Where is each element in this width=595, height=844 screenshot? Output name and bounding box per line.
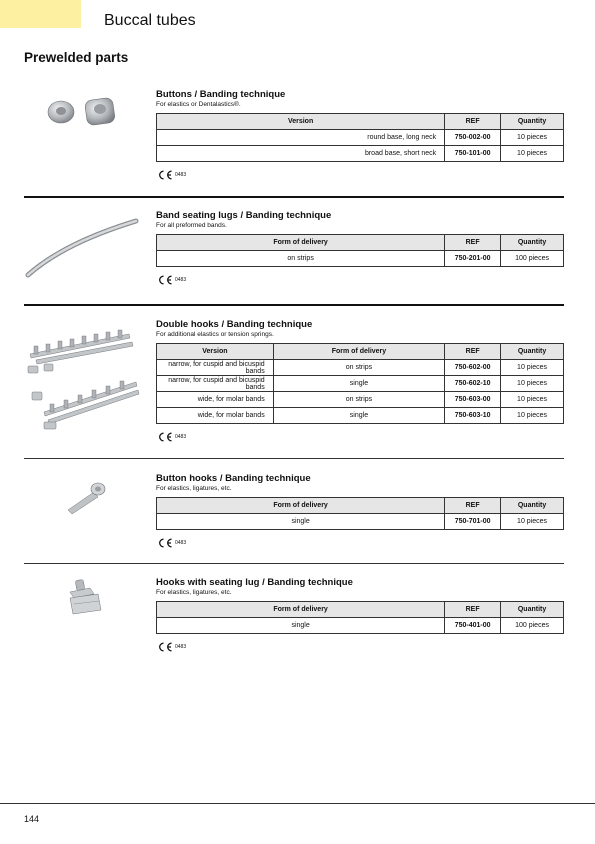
column-header: Version <box>157 114 445 130</box>
version-cell: narrow, for cuspid and bicuspid bands <box>157 360 274 376</box>
table-header-row <box>157 114 564 130</box>
quantity-cell: 10 pieces <box>501 146 564 162</box>
column-header: Version <box>157 344 274 360</box>
ce-icon <box>156 432 174 442</box>
product-buttons <box>24 88 564 188</box>
column-header: Form of delivery <box>273 344 445 360</box>
table-header-row <box>157 602 564 618</box>
ce-number: 0483 <box>175 172 187 178</box>
ref-cell: 750-602-00 <box>445 360 501 376</box>
quantity-cell: 10 pieces <box>501 376 564 392</box>
delivery-cell: single <box>157 618 445 634</box>
section-divider <box>24 304 564 306</box>
button-parts-icon <box>24 92 149 132</box>
product-title: Buttons / Banding technique <box>156 89 286 100</box>
ref-cell: 750-701-00 <box>445 514 501 530</box>
column-header: Quantity <box>501 498 564 514</box>
table-row <box>157 618 564 634</box>
product-title: Button hooks / Banding technique <box>156 473 311 484</box>
column-header: Quantity <box>501 602 564 618</box>
delivery-cell: on strips <box>273 360 445 376</box>
product-title: Band seating lugs / Banding technique <box>156 210 332 221</box>
product-band-seating-lugs <box>24 209 564 309</box>
version-cell: wide, for molar bands <box>157 392 274 408</box>
column-header: REF <box>445 114 501 130</box>
ce-icon <box>156 170 174 180</box>
seating-lug-strip-icon <box>24 213 149 283</box>
product-image <box>24 213 149 283</box>
quantity-cell: 10 pieces <box>501 130 564 146</box>
hook-seating-lug-icon <box>24 578 149 620</box>
product-image <box>24 578 149 620</box>
delivery-cell: single <box>157 514 445 530</box>
ce-number: 0483 <box>175 540 187 546</box>
column-header: Form of delivery <box>157 235 445 251</box>
ref-cell: 750-602-10 <box>445 376 501 392</box>
table-row <box>157 408 564 424</box>
quantity-cell: 10 pieces <box>501 514 564 530</box>
ref-cell: 750-201-00 <box>445 251 501 267</box>
quantity-cell: 10 pieces <box>501 392 564 408</box>
column-header: REF <box>445 602 501 618</box>
chapter-title: Buccal tubes <box>104 12 196 29</box>
table-row <box>157 130 564 146</box>
product-subtitle: For elastics or Dentalastics®. <box>156 101 241 108</box>
spec-table <box>156 601 564 634</box>
version-cell: wide, for molar bands <box>157 408 274 424</box>
page-number: 144 <box>24 814 40 824</box>
ce-icon <box>156 538 174 548</box>
version-cell: narrow, for cuspid and bicuspid bands <box>157 376 274 392</box>
spec-table <box>156 113 564 162</box>
delivery-cell: single <box>273 376 445 392</box>
product-image <box>24 320 149 435</box>
section-divider <box>24 563 564 564</box>
ce-icon <box>156 642 174 652</box>
column-header: REF <box>445 235 501 251</box>
table-header-row <box>157 235 564 251</box>
ref-cell: 750-603-10 <box>445 408 501 424</box>
table-header-row <box>157 344 564 360</box>
ce-mark <box>156 170 564 180</box>
ce-icon <box>156 275 174 285</box>
ce-mark <box>156 432 564 442</box>
ce-number: 0483 <box>175 277 187 283</box>
ce-number: 0483 <box>175 644 187 650</box>
product-subtitle: For elastics, ligatures, etc. <box>156 485 232 492</box>
ce-mark <box>156 642 564 652</box>
version-cell: broad base, short neck <box>157 146 445 162</box>
double-hook-strips-icon <box>24 320 149 435</box>
column-header: Quantity <box>501 235 564 251</box>
ref-cell: 750-002-00 <box>445 130 501 146</box>
column-header: Quantity <box>501 344 564 360</box>
spec-table <box>156 234 564 267</box>
product-double-hooks <box>24 318 564 458</box>
section-divider <box>24 196 564 198</box>
product-button-hooks <box>24 472 564 562</box>
product-title: Double hooks / Banding technique <box>156 319 313 330</box>
ce-number: 0483 <box>175 434 187 440</box>
delivery-cell: on strips <box>157 251 445 267</box>
delivery-cell: on strips <box>273 392 445 408</box>
ce-mark <box>156 275 564 285</box>
ref-cell: 750-101-00 <box>445 146 501 162</box>
table-header-row <box>157 498 564 514</box>
product-subtitle: For elastics, ligatures, etc. <box>156 589 232 596</box>
chapter-tab-accent <box>0 0 81 28</box>
spec-table <box>156 497 564 530</box>
table-row <box>157 376 564 392</box>
version-cell: round base, long neck <box>157 130 445 146</box>
table-row <box>157 514 564 530</box>
table-row <box>157 360 564 376</box>
product-subtitle: For additional elastics or tension springs. <box>156 331 274 338</box>
section-divider <box>24 458 564 459</box>
ce-mark <box>156 538 564 548</box>
product-image <box>24 474 149 516</box>
section-title: Prewelded parts <box>24 50 129 65</box>
footer-divider <box>0 803 595 804</box>
product-image <box>24 92 149 132</box>
column-header: Form of delivery <box>157 602 445 618</box>
table-row <box>157 146 564 162</box>
spec-table <box>156 343 564 424</box>
column-header: Form of delivery <box>157 498 445 514</box>
ref-cell: 750-401-00 <box>445 618 501 634</box>
column-header: REF <box>445 498 501 514</box>
table-row <box>157 392 564 408</box>
product-title: Hooks with seating lug / Banding technique <box>156 577 353 588</box>
quantity-cell: 10 pieces <box>501 408 564 424</box>
quantity-cell: 100 pieces <box>501 618 564 634</box>
column-header: REF <box>445 344 501 360</box>
column-header: Quantity <box>501 114 564 130</box>
table-row <box>157 251 564 267</box>
quantity-cell: 100 pieces <box>501 251 564 267</box>
product-hooks-with-seating-lug <box>24 576 564 666</box>
product-subtitle: For all preformed bands. <box>156 222 227 229</box>
quantity-cell: 10 pieces <box>501 360 564 376</box>
button-hook-icon <box>24 474 149 516</box>
delivery-cell: single <box>273 408 445 424</box>
ref-cell: 750-603-00 <box>445 392 501 408</box>
